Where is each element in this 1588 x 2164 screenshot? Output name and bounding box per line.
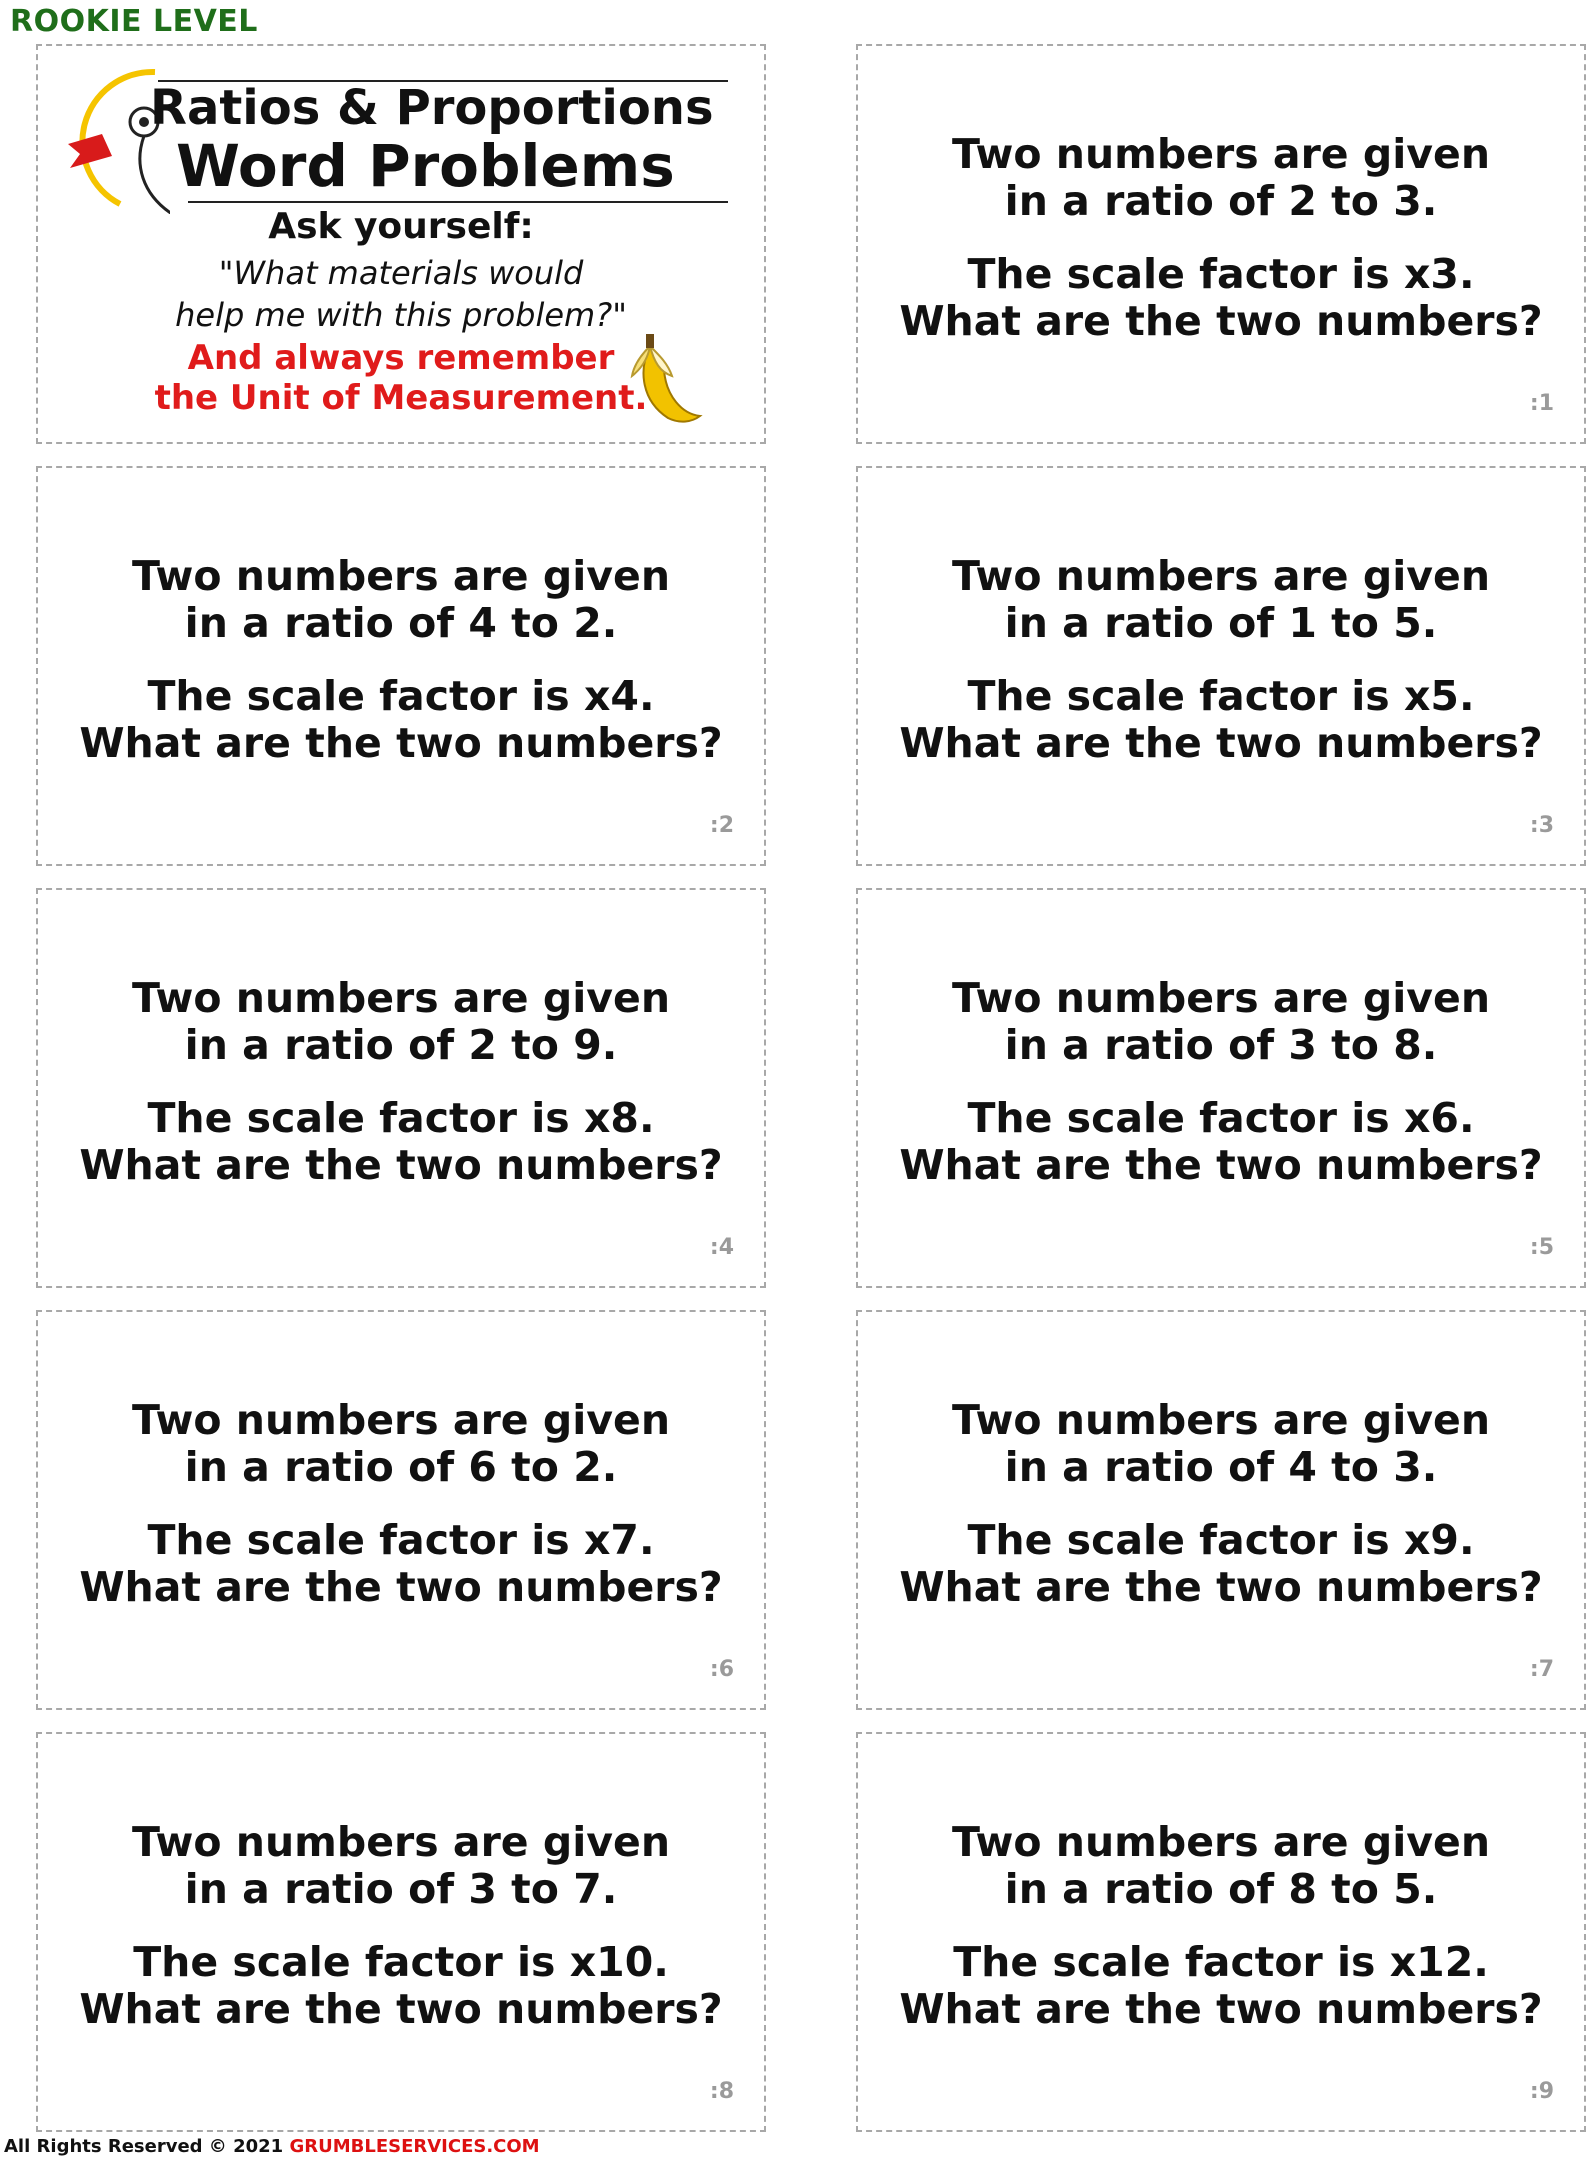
ask-yourself: Ask yourself:: [268, 206, 534, 247]
card-line2: in a ratio of 2 to 3.: [1004, 177, 1438, 225]
card-number: :7: [1529, 1657, 1554, 1682]
card-number: :1: [1529, 391, 1554, 416]
card-line1: Two numbers are given: [951, 1818, 1491, 1866]
card-line3: The scale factor is x3.: [967, 250, 1475, 298]
card-line3: The scale factor is x7.: [147, 1516, 655, 1564]
card-line2: in a ratio of 8 to 5.: [1004, 1865, 1438, 1913]
card-line1: Two numbers are given: [131, 552, 671, 600]
title-line2: Word Problems: [176, 132, 675, 200]
banana-icon: [620, 326, 710, 426]
card-line1: Two numbers are given: [131, 974, 671, 1022]
card-line4: What are the two numbers?: [79, 1985, 723, 2033]
card-line2: in a ratio of 1 to 5.: [1004, 599, 1438, 647]
card-line2: in a ratio of 3 to 7.: [184, 1865, 618, 1913]
problem-card-5: [856, 888, 1586, 1288]
card-line4: What are the two numbers?: [899, 1563, 1543, 1611]
card-line4: What are the two numbers?: [79, 719, 723, 767]
card-line1: Two numbers are given: [951, 552, 1491, 600]
quote-text: [38, 252, 764, 336]
card-line3: The scale factor is x10.: [133, 1938, 669, 1986]
card-line1: Two numbers are given: [951, 130, 1491, 178]
problem-card-8: [36, 1732, 766, 2132]
problem-card-1: [856, 44, 1586, 444]
card-line3: The scale factor is x8.: [147, 1094, 655, 1142]
card-number: :9: [1529, 2079, 1554, 2104]
card-number: :6: [709, 1657, 734, 1682]
problem-card-9: [856, 1732, 1586, 2132]
card-number: :8: [709, 2079, 734, 2104]
quote-line1: "What materials would: [218, 254, 584, 292]
remember-line2: the Unit of Measurement.: [154, 378, 648, 418]
quote-line2: help me with this problem?": [175, 296, 627, 334]
card-line1: Two numbers are given: [131, 1818, 671, 1866]
remember-line1: And always remember: [187, 338, 615, 378]
card-line1: Two numbers are given: [951, 1396, 1491, 1444]
card-line1: Two numbers are given: [951, 974, 1491, 1022]
card-line4: What are the two numbers?: [79, 1563, 723, 1611]
card-number: :4: [709, 1235, 734, 1260]
card-line2: in a ratio of 4 to 2.: [184, 599, 618, 647]
card-line4: What are the two numbers?: [899, 1141, 1543, 1189]
card-number: :2: [709, 813, 734, 838]
card-line4: What are the two numbers?: [899, 1985, 1543, 2033]
card-line1: Two numbers are given: [131, 1396, 671, 1444]
problem-card-7: [856, 1310, 1586, 1710]
card-line3: The scale factor is x6.: [967, 1094, 1475, 1142]
card-line2: in a ratio of 3 to 8.: [1004, 1021, 1438, 1069]
title-card: [36, 44, 766, 444]
footer-site-link[interactable]: GRUMBLESERVICES.COM: [289, 2136, 540, 2157]
problem-card-3: [856, 466, 1586, 866]
card-line4: What are the two numbers?: [899, 719, 1543, 767]
remember-text: [138, 338, 664, 418]
problem-card-4: [36, 888, 766, 1288]
card-number: :3: [1529, 813, 1554, 838]
card-line4: What are the two numbers?: [899, 297, 1543, 345]
problem-card-6: [36, 1310, 766, 1710]
title-line1: Ratios & Proportions: [150, 80, 714, 136]
card-line3: The scale factor is x12.: [953, 1938, 1489, 1986]
card-line3: The scale factor is x4.: [147, 672, 655, 720]
card-line2: in a ratio of 4 to 3.: [1004, 1443, 1438, 1491]
card-line4: What are the two numbers?: [79, 1141, 723, 1189]
level-label: ROOKIE LEVEL: [10, 4, 258, 39]
footer: [4, 2136, 540, 2157]
card-line2: in a ratio of 6 to 2.: [184, 1443, 618, 1491]
problem-card-2: [36, 466, 766, 866]
card-line3: The scale factor is x5.: [967, 672, 1475, 720]
card-line2: in a ratio of 2 to 9.: [184, 1021, 618, 1069]
footer-rights: All Rights Reserved © 2021: [4, 2136, 284, 2157]
card-line3: The scale factor is x9.: [967, 1516, 1475, 1564]
card-number: :5: [1529, 1235, 1554, 1260]
title-rule-bottom: [188, 201, 728, 203]
